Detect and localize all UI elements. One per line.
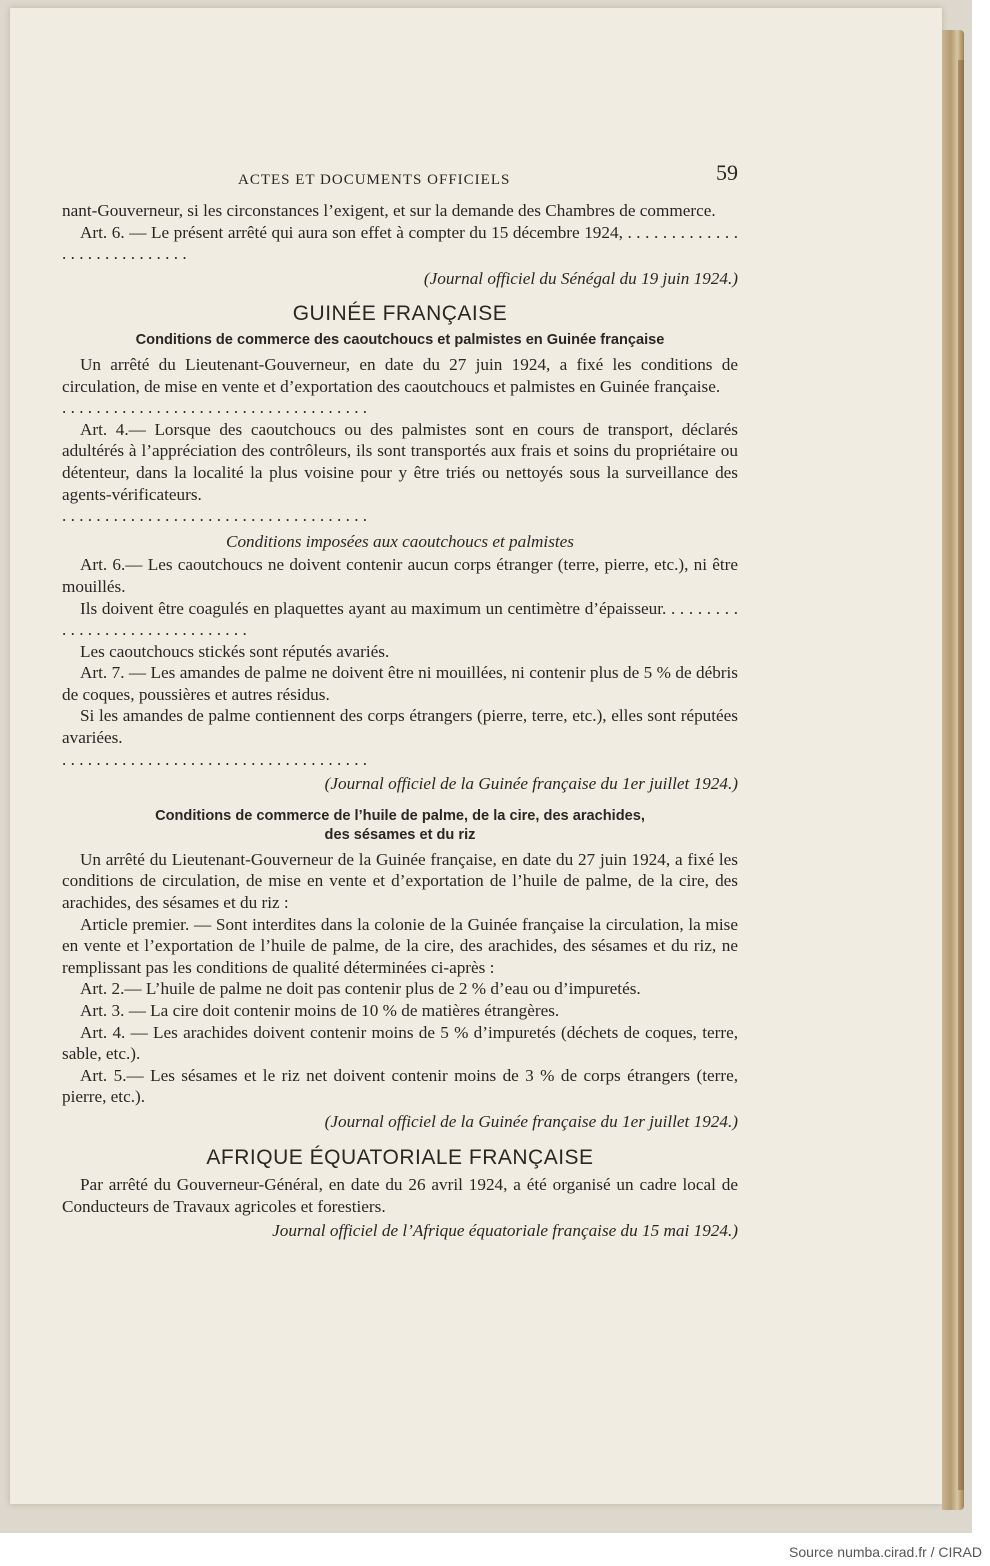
source-aef: Journal officiel de l’Afrique équatoriale française du 15 mai 1924.)	[272, 1221, 738, 1241]
page-content	[62, 158, 738, 1242]
ellipsis-line: . . . . . . . . . . . . . . . . . . . . . . . . . . . . . . . . . . . .	[62, 506, 368, 526]
section-title-aef: AFRIQUE ÉQUATORIALE FRANÇAISE	[206, 1145, 594, 1169]
paragraph-art7: Art. 7. — Les amandes de palme ne doivent être ni mouillées, ni contenir plus de 5 % de débris de coques, poussières et autres résidus.	[62, 663, 738, 704]
paragraph-art2: Art. 2.— L’huile de palme ne doit pas contenir plus de 2 % d’eau ou d’impuretés.	[80, 979, 641, 999]
paragraph-art6c: Les caoutchoucs stickés sont réputés avariés.	[80, 641, 390, 661]
source-guinee-1: (Journal officiel de la Guinée française du 1er juillet 1924.)	[324, 774, 738, 794]
paragraph-art3: Art. 3. — La cire doit contenir moins de 10 % de matières étrangères.	[80, 1001, 560, 1020]
paragraph-intro: Un arrêté du Lieutenant-Gouverneur, en date du 27 juin 1924, a fixé les conditions de circulation, de mise en vente et d’exportation des caoutchoucs et palmistes en Guinée française.	[62, 354, 738, 396]
paragraph-art7b: Si les amandes de palme contiennent des corps étrangers (pierre, terre, etc.), elles sont réputées avariées.	[62, 706, 738, 748]
paragraph-art6: Art. 6.— Les caoutchoucs ne doivent contenir aucun corps étranger (terre, pierre, etc.), ni être mouillés.	[62, 555, 738, 596]
source-senegal: (Journal officiel du Sénégal du 19 juin 1924.)	[423, 268, 738, 288]
section-title-guinee: GUINÉE FRANÇAISE	[292, 302, 508, 326]
paragraph-art4: Art. 4.— Lorsque des caoutchoucs ou des palmistes sont en cours de transport, déclarés adultérés à l’appréciation des contrôleurs, ils sont transportés aux frais et soins du propriétaire ou détenteur, dans la localité la plus voisine pour y être triés ou nettoyés sous la surveillance des agents-vérificateurs.	[62, 419, 738, 504]
italic-heading: Conditions imposées aux caoutchoucs et palmistes	[225, 531, 574, 551]
page-edge-shadow	[958, 60, 964, 1490]
subtitle-caoutchoucs: Conditions de commerce des caoutchoucs et palmistes en Guinée française	[135, 331, 665, 348]
page-number: 59	[716, 160, 738, 185]
running-header	[62, 158, 738, 194]
running-title: ACTES ET DOCUMENTS OFFICIELS	[238, 172, 511, 188]
paragraph-art5: Art. 5.— Les sésames et le riz net doivent contenir moins de 3 % de corps étrangers (terre, pierre, etc.).	[62, 1065, 738, 1107]
source-credit: Source numba.cirad.fr / CIRAD	[789, 1544, 982, 1560]
source-guinee-2: (Journal officiel de la Guinée française du 1er juillet 1924.)	[324, 1111, 738, 1131]
subtitle-huile: Conditions de commerce de l’huile de palme, de la cire, des arachides, des sésames et du riz	[155, 807, 645, 843]
paragraph-art6b: Ils doivent être coagulés en plaquettes ayant au maximum un centimètre d’épaisseur. . . . . . . . . . . . . . . . . . . . . . . . . . . . . . .	[62, 598, 738, 640]
paragraph-art1: Article premier. — Sont interdites dans la colonie de la Guinée française la circulation, la mise en vente et l’exportation de l’huile de palme, de la cire, des arachides, des sésames et du riz, ne remplissant pas les conditions de qualité déterminées ci-après :	[62, 914, 738, 977]
block-senegal-end	[62, 200, 738, 289]
paragraph-intro-huile: Un arrêté du Lieutenant-Gouverneur de la Guinée française, en date du 27 juin 1924, a fixé les conditions de circulation, de mise en vente et d’exportation de l’huile de palme, de la cire, des arachides, des sésames et du riz :	[62, 849, 738, 913]
ellipsis-line: . . . . . . . . . . . . . . . . . . . . . . . . . . . . . . . . . . . .	[62, 749, 368, 769]
paragraph-aef: Par arrêté du Gouverneur-Général, en date du 26 avril 1924, a été organisé un cadre local de Conducteurs de Travaux agricoles et forestiers.	[62, 1175, 738, 1216]
paragraph: nant-Gouverneur, si les circonstances l’exigent, et sur la demande des Chambres de commerce.	[62, 201, 716, 220]
paragraph-art6: Art. 6. — Le présent arrêté qui aura son effet à compter du 15 décembre 1924, . . . . . . . . . . . . . . . . . . . . . . . . . . . .	[62, 222, 738, 264]
paragraph-art4-huile: Art. 4. — Les arachides doivent contenir moins de 5 % d’impuretés (déchets de coques, terre, sable, etc.).	[62, 1022, 738, 1064]
ellipsis-line: . . . . . . . . . . . . . . . . . . . . . . . . . . . . . . . . . . . .	[62, 398, 368, 418]
